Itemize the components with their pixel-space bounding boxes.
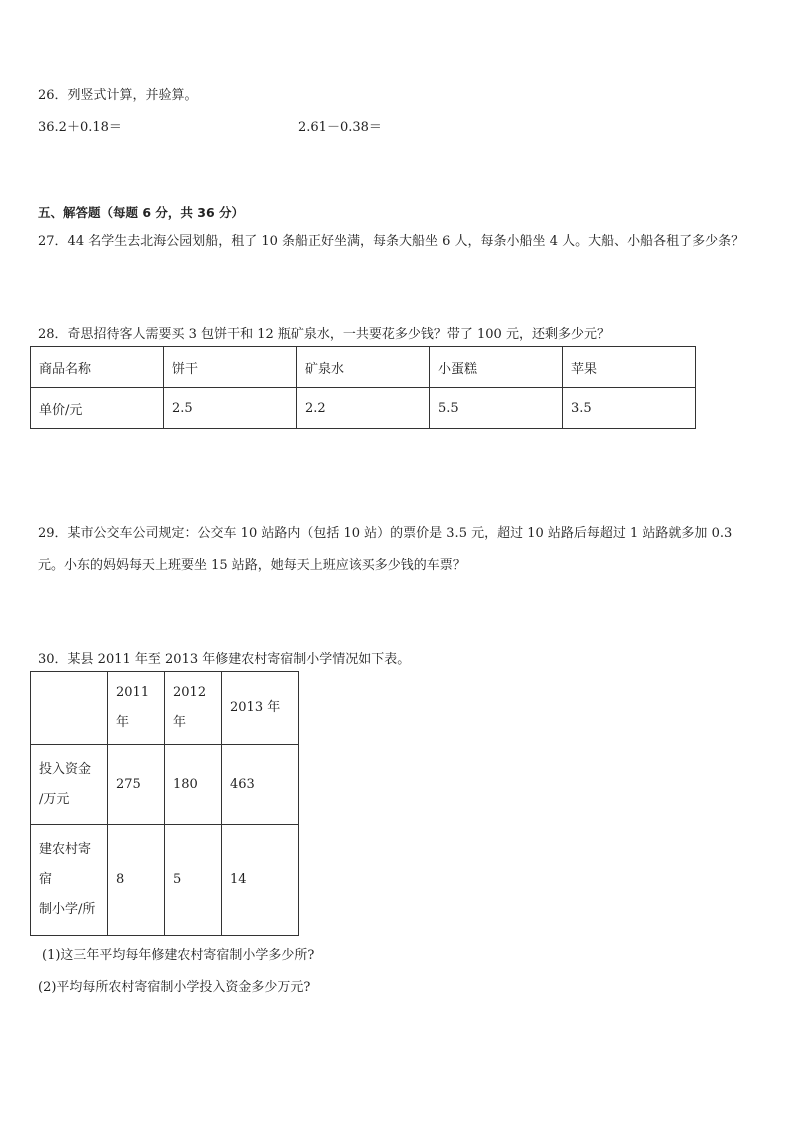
table-header-cell: 小蛋糕: [430, 347, 563, 388]
table-header-cell: 2011 年: [108, 672, 165, 745]
table-row: [31, 825, 299, 936]
q30-sub-question-2: (2)平均每所农村寄宿制小学投入资金多少万元?: [38, 980, 311, 995]
table-cell: 8: [108, 825, 165, 936]
table-header-cell: 饼干: [164, 347, 297, 388]
table-row: [31, 388, 696, 429]
table-cell: 3.5: [563, 388, 696, 429]
table-cell: 180: [165, 745, 222, 825]
q29-text-line-1: 29．某市公交车公司规定：公交车 10 站路内（包括 10 站）的票价是 3.5 元，超过 10 站路后每超过 1 站路就多加 0.3: [38, 526, 733, 541]
table-row: [31, 745, 299, 825]
q30-text: 30．某县 2011 年至 2013 年修建农村寄宿制小学情况如下表。: [38, 652, 411, 667]
q28-price-table: [30, 346, 696, 429]
table-row: [31, 672, 299, 745]
table-row: [31, 347, 696, 388]
table-cell: 5.5: [430, 388, 563, 429]
table-cell: 275: [108, 745, 165, 825]
q26-expression-1: 36.2＋0.18＝: [38, 120, 122, 135]
table-header-cell: 商品名称: [31, 347, 164, 388]
section-5-title: 五、解答题（每题 6 分，共 36 分）: [38, 205, 245, 220]
table-cell: 14: [222, 825, 299, 936]
table-cell: 2.2: [297, 388, 430, 429]
table-cell: 2.5: [164, 388, 297, 429]
q28-text: 28．奇思招待客人需要买 3 包饼干和 12 瓶矿泉水，一共要花多少钱？带了 100 元，还剩多少元？: [38, 327, 610, 342]
q30-school-table: [30, 671, 299, 936]
table-header-cell: 矿泉水: [297, 347, 430, 388]
q27-text: 27．44 名学生去北海公园划船，租了 10 条船正好坐满，每条大船坐 6 人，每条小船坐 4 人。大船、小船各租了多少条？: [38, 234, 745, 249]
q26-title: 26．列竖式计算，并验算。: [38, 88, 198, 103]
q29-text-line-2: 元。小东的妈妈每天上班要坐 15 站路，她每天上班应该买多少钱的车票？: [38, 558, 466, 573]
table-cell: 投入资金 /万元: [31, 745, 108, 825]
table-header-cell: [31, 672, 108, 745]
table-cell: 建农村寄 宿 制小学/所: [31, 825, 108, 936]
table-header-cell: 苹果: [563, 347, 696, 388]
q30-sub-question-1: (1)这三年平均每年修建农村寄宿制小学多少所?: [42, 948, 315, 963]
q26-expression-2: 2.61－0.38＝: [298, 120, 382, 135]
table-header-cell: 2013 年: [222, 672, 299, 745]
table-cell: 单价/元: [31, 388, 164, 429]
table-cell: 463: [222, 745, 299, 825]
table-header-cell: 2012 年: [165, 672, 222, 745]
table-cell: 5: [165, 825, 222, 936]
